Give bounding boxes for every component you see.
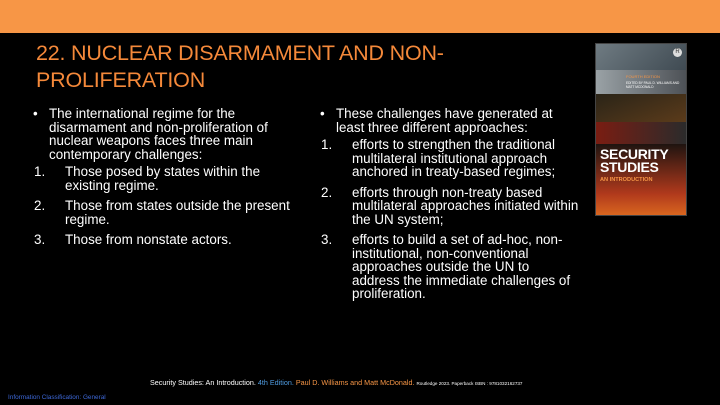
list-number: 1. <box>321 137 333 152</box>
left-list-item <box>33 165 298 192</box>
cover-title-line: SECURITY <box>600 146 669 162</box>
cover-subtitle: AN INTRODUCTION <box>600 177 653 183</box>
publisher-logo-icon: R <box>673 48 682 57</box>
left-list-item-text: Those from nonstate actors. <box>65 232 232 247</box>
cover-photo-band <box>596 44 686 70</box>
list-number: 1. <box>34 164 46 179</box>
list-number: 2. <box>34 198 46 213</box>
book-cover-image <box>595 43 687 216</box>
right-list-item-text: efforts to strengthen the traditional multilateral institutional approach anchored in treaty-based regimes; <box>352 137 556 179</box>
left-intro-text: The international regime for the disarmament and non-proliferation of nuclear weapons faces three main contemporary challenges: <box>49 106 268 162</box>
list-number: 2. <box>321 184 333 200</box>
left-list-item-text: Those from states outside the present regime. <box>65 198 290 227</box>
right-list-item <box>320 233 580 301</box>
list-number: 3. <box>34 232 46 247</box>
left-list-item-text: Those posed by states within the existing regime. <box>65 164 261 193</box>
citation-publisher: Routledge 2023. Paperback ISBN : 9781032162737 <box>416 381 523 386</box>
information-classification: Information Classification: General <box>8 394 106 401</box>
right-list-item-text: efforts to build a set of ad-hoc, non-institutional, non-conventional approaches outside the UN to address the immediate challenges of proliferation. <box>352 232 571 301</box>
left-column <box>33 107 298 254</box>
right-intro-bullet <box>320 107 580 134</box>
citation-edition: 4th Edition. <box>257 378 294 387</box>
right-intro-text: These challenges have generated at least three different approaches: <box>336 106 553 135</box>
slide-title: 22. NUCLEAR DISARMAMENT AND NON-PROLIFERATION <box>36 41 444 92</box>
left-intro-bullet <box>33 107 298 161</box>
right-list-item-text: efforts through non-treaty based multilateral approaches initiated within the UN system; <box>352 184 579 227</box>
cover-photo-band <box>596 122 686 144</box>
cover-title <box>600 148 668 174</box>
bullet-mark: • <box>33 106 38 121</box>
citation-editors: Paul D. Williams and Matt McDonald. <box>295 378 415 387</box>
left-list-item <box>33 233 298 247</box>
cover-authors: EDITED BY PAUL D. WILLIAMS AND MATT MCDONALD <box>626 81 680 89</box>
cover-title-line: STUDIES <box>600 159 659 175</box>
left-list-item <box>33 199 298 226</box>
list-number: 3. <box>321 232 333 247</box>
bullet-mark: • <box>320 106 325 121</box>
citation-book: Security Studies: An Introduction. <box>150 378 256 387</box>
source-citation <box>150 378 522 387</box>
top-accent-bar <box>0 0 720 33</box>
right-column <box>320 107 580 308</box>
right-list-item <box>320 138 580 179</box>
right-list-item <box>320 186 580 227</box>
cover-edition: FOURTH EDITION <box>626 74 660 79</box>
cover-photo-band <box>596 94 686 122</box>
